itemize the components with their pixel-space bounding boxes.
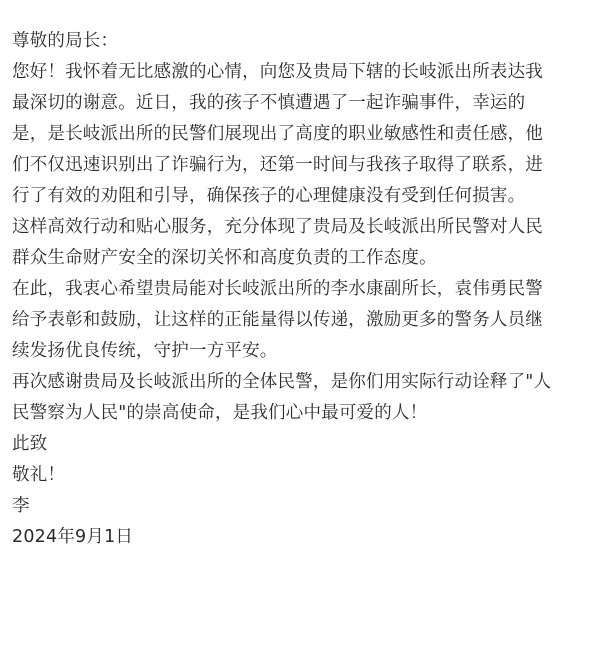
paragraph1-line: 您好！我怀着无比感激的心情，向您及贵局下辖的长岐派出所表达我 [12, 62, 543, 82]
paragraph2-line: 群众生命财产安全的深切关怀和高度负责的工作态度。 [12, 248, 437, 268]
paragraph1-line: 最深切的谢意。近日，我的孩子不慎遭遇了一起诈骗事件，幸运的 [12, 93, 526, 113]
closing-line-2: 敬礼！ [12, 465, 66, 485]
paragraph1-line: 们不仅迅速识别出了诈骗行为，还第一时间与我孩子取得了联系，进 [12, 155, 543, 175]
paragraph3-line: 续发扬优良传统，守护一方平安。 [12, 341, 278, 361]
paragraph4-line: 民警察为人民"的崇高使命，是我们心中最可爱的人！ [12, 403, 428, 423]
paragraph1-line: 是，是长岐派出所的民警们展现出了高度的职业敏感性和责任感，他 [12, 124, 543, 144]
paragraph4-line: 再次感谢贵局及长岐派出所的全体民警，是你们用实际行动诠释了"人 [12, 372, 552, 392]
paragraph3-line: 在此，我衷心希望贵局能对长岐派出所的李水康副所长，袁伟勇民警 [12, 279, 543, 299]
signature: 李 [12, 496, 30, 516]
closing-line-1: 此致 [12, 434, 48, 454]
paragraph1-line: 行了有效的劝阻和引导，确保孩子的心理健康没有受到任何损害。 [12, 186, 526, 206]
paragraph3-line: 给予表彰和鼓励，让这样的正能量得以传递，激励更多的警务人员继 [12, 310, 543, 330]
paragraph2-line: 这样高效行动和贴心服务，充分体现了贵局及长岐派出所民警对人民 [12, 217, 543, 237]
letter-salutation: 尊敬的局长： [12, 31, 119, 51]
letter-date: 2024年9月1日 [12, 527, 134, 547]
